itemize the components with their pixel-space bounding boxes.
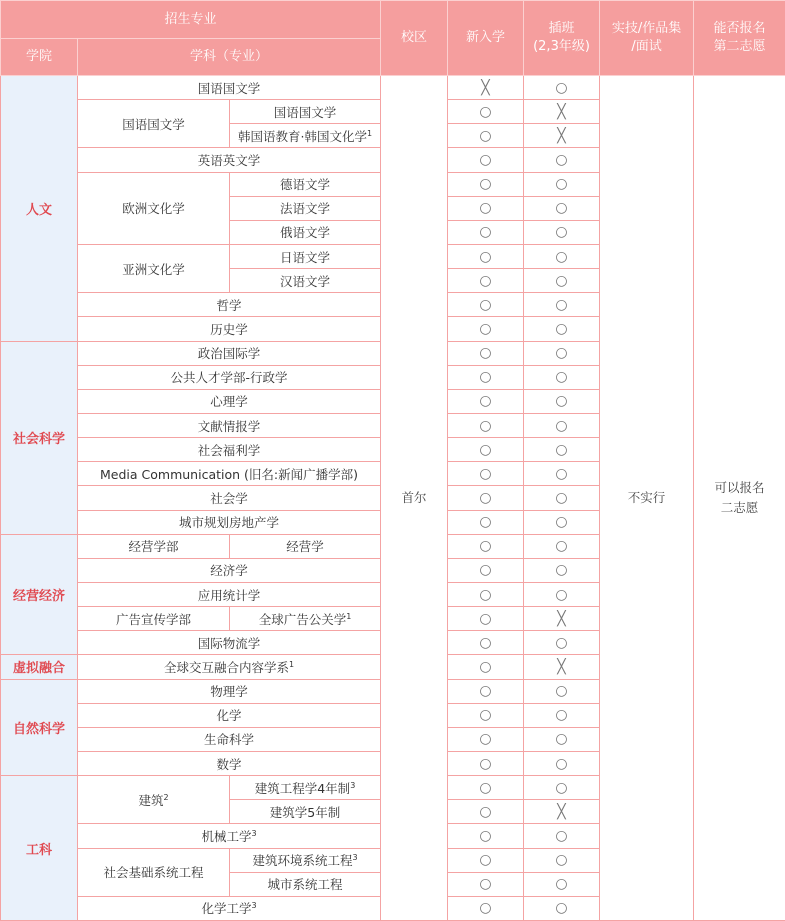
footnote-mark: 1: [346, 612, 351, 621]
freshman-mark: ○: [448, 413, 524, 437]
freshman-mark: ○: [448, 389, 524, 413]
header-transfer-line2: (2,3年级): [533, 39, 590, 54]
second-choice-value: [694, 76, 785, 921]
header-practical-line2: /面试: [631, 39, 661, 54]
footnote-mark: 3: [350, 780, 355, 789]
freshman-mark: ○: [448, 220, 524, 244]
transfer-mark: ○: [524, 631, 600, 655]
major-name: 汉语文学: [230, 269, 381, 293]
transfer-mark: ○: [524, 341, 600, 365]
freshman-mark: ○: [448, 703, 524, 727]
major-name: 德语文学: [230, 172, 381, 196]
major-name: 历史学: [78, 317, 381, 341]
footnote-mark: 3: [251, 901, 256, 910]
transfer-mark: ╳: [524, 100, 600, 124]
transfer-mark: ○: [524, 510, 600, 534]
major-name: 建筑工程学4年制: [255, 781, 350, 796]
freshman-mark: ○: [448, 872, 524, 896]
transfer-mark: ○: [524, 413, 600, 437]
major-name: 俄语文学: [230, 220, 381, 244]
transfer-mark: ○: [524, 872, 600, 896]
header-second-choice: [694, 1, 785, 76]
freshman-mark: ○: [448, 558, 524, 582]
header-subject: 学科（专业）: [78, 39, 381, 76]
major-cell: [78, 824, 381, 848]
transfer-mark: ○: [524, 172, 600, 196]
major-name: Media Communication (旧名:新闻广播学部): [78, 462, 381, 486]
transfer-mark: ○: [524, 824, 600, 848]
major-cell: [78, 896, 381, 920]
freshman-mark: ○: [448, 341, 524, 365]
transfer-mark: ○: [524, 389, 600, 413]
transfer-mark: ○: [524, 269, 600, 293]
freshman-mark: ○: [448, 124, 524, 148]
major-name: 国语国文学: [230, 100, 381, 124]
college-engineering: 工科: [1, 776, 78, 921]
freshman-mark: ○: [448, 607, 524, 631]
group-korean-lit: 国语国文学: [78, 100, 230, 148]
header-college: 学院: [1, 39, 78, 76]
freshman-mark: ○: [448, 438, 524, 462]
freshman-mark: ○: [448, 679, 524, 703]
practical-value: 不实行: [600, 76, 694, 921]
major-name: 机械工学: [201, 829, 251, 844]
major-cell: [230, 124, 381, 148]
transfer-mark: ╳: [524, 124, 600, 148]
major-name: 数学: [78, 751, 381, 775]
freshman-mark: ○: [448, 727, 524, 751]
freshman-mark: ○: [448, 534, 524, 558]
freshman-mark: ○: [448, 486, 524, 510]
major-name: 全球广告公关学: [259, 612, 347, 627]
college-business-economics: 经营经济: [1, 534, 78, 655]
transfer-mark: ○: [524, 462, 600, 486]
campus-value: 首尔: [381, 76, 448, 921]
transfer-mark: ○: [524, 244, 600, 268]
group-architecture: 建筑: [138, 793, 163, 808]
major-name: 英语英文学: [78, 148, 381, 172]
header-campus: 校区: [381, 1, 448, 76]
transfer-mark: ○: [524, 438, 600, 462]
transfer-mark: ○: [524, 558, 600, 582]
college-virtual-convergence: 虚拟融合: [1, 655, 78, 679]
major-name: 国际物流学: [78, 631, 381, 655]
college-social-science: 社会科学: [1, 341, 78, 534]
header-second-choice-line2: 第二志愿: [714, 39, 766, 54]
major-name: 法语文学: [230, 196, 381, 220]
major-name: 城市系统工程: [230, 872, 381, 896]
transfer-mark: ○: [524, 220, 600, 244]
freshman-mark: ○: [448, 244, 524, 268]
major-cell: [230, 848, 381, 872]
freshman-mark: ○: [448, 896, 524, 920]
freshman-mark: ○: [448, 510, 524, 534]
freshman-mark: ○: [448, 317, 524, 341]
major-name: 化学: [78, 703, 381, 727]
footnote-mark: 1: [367, 129, 372, 138]
transfer-mark: ○: [524, 196, 600, 220]
major-name: 应用统计学: [78, 582, 381, 606]
transfer-mark: ○: [524, 365, 600, 389]
freshman-mark: ○: [448, 582, 524, 606]
transfer-mark: ○: [524, 727, 600, 751]
major-name: 化学工学: [201, 901, 251, 916]
freshman-mark: ○: [448, 100, 524, 124]
group-business-school: 经营学部: [78, 534, 230, 558]
freshman-mark: ○: [448, 655, 524, 679]
freshman-mark: ○: [448, 293, 524, 317]
major-cell: [78, 655, 381, 679]
freshman-mark: ○: [448, 148, 524, 172]
major-name: 全球交互融合内容学系: [164, 660, 289, 675]
freshman-mark: ○: [448, 848, 524, 872]
major-name: 物理学: [78, 679, 381, 703]
second-choice-line1: 可以报名: [715, 480, 765, 495]
second-choice-line2: 二志愿: [721, 500, 759, 515]
footnote-mark: 3: [251, 829, 256, 838]
major-cell: [230, 607, 381, 631]
transfer-mark: ○: [524, 486, 600, 510]
transfer-mark: ○: [524, 776, 600, 800]
group-advertising-school: 广告宣传学部: [78, 607, 230, 631]
major-name: 日语文学: [230, 244, 381, 268]
transfer-mark: ○: [524, 848, 600, 872]
header-practical-line1: 实技/作品集: [612, 21, 681, 36]
major-name: 建筑学5年制: [230, 800, 381, 824]
footnote-mark: 2: [163, 793, 168, 802]
header-freshman: 新入学: [448, 1, 524, 76]
transfer-mark: ○: [524, 896, 600, 920]
header-admission-majors: 招生专业: [1, 1, 381, 39]
group-european-culture: 欧洲文化学: [78, 172, 230, 244]
footnote-mark: 3: [352, 853, 357, 862]
major-name: 心理学: [78, 389, 381, 413]
major-name: 经济学: [78, 558, 381, 582]
transfer-mark: ○: [524, 148, 600, 172]
major-name: 哲学: [78, 293, 381, 317]
transfer-mark: ╳: [524, 607, 600, 631]
footnote-mark: 1: [289, 660, 294, 669]
freshman-mark: ○: [448, 631, 524, 655]
freshman-mark: ○: [448, 365, 524, 389]
header-second-choice-line1: 能否报名: [714, 21, 766, 36]
freshman-mark: ○: [448, 196, 524, 220]
group-social-infra: 社会基础系统工程: [78, 848, 230, 896]
transfer-mark: ○: [524, 76, 600, 100]
major-cell: [230, 776, 381, 800]
major-name: 建筑环境系统工程: [252, 853, 352, 868]
major-name: 社会学: [78, 486, 381, 510]
freshman-mark: ○: [448, 462, 524, 486]
major-name: 国语国文学: [78, 76, 381, 100]
major-name: 公共人才学部-行政学: [78, 365, 381, 389]
freshman-mark: ○: [448, 824, 524, 848]
transfer-mark: ○: [524, 582, 600, 606]
major-name: 经营学: [230, 534, 381, 558]
transfer-mark: ╳: [524, 800, 600, 824]
major-name: 韩国语教育·韩国文化学: [238, 129, 367, 144]
freshman-mark: ○: [448, 800, 524, 824]
header-transfer: [524, 1, 600, 76]
freshman-mark: ○: [448, 776, 524, 800]
table-row: [1, 76, 785, 100]
transfer-mark: ○: [524, 317, 600, 341]
major-name: 城市规划房地产学: [78, 510, 381, 534]
transfer-mark: ○: [524, 703, 600, 727]
header-practical: [600, 1, 694, 76]
freshman-mark: ○: [448, 751, 524, 775]
transfer-mark: ○: [524, 534, 600, 558]
major-name: 政治国际学: [78, 341, 381, 365]
major-name: 社会福利学: [78, 438, 381, 462]
transfer-mark: ╳: [524, 655, 600, 679]
freshman-mark: ○: [448, 172, 524, 196]
transfer-mark: ○: [524, 293, 600, 317]
transfer-mark: ○: [524, 751, 600, 775]
header-transfer-line1: 插班: [549, 21, 575, 36]
college-humanities: 人文: [1, 76, 78, 342]
transfer-mark: ○: [524, 679, 600, 703]
group-architecture-cell: [78, 776, 230, 824]
major-name: 生命科学: [78, 727, 381, 751]
freshman-mark: ○: [448, 269, 524, 293]
major-name: 文献情报学: [78, 413, 381, 437]
college-natural-science: 自然科学: [1, 679, 78, 776]
freshman-mark: ╳: [448, 76, 524, 100]
group-asian-culture: 亚洲文化学: [78, 244, 230, 292]
